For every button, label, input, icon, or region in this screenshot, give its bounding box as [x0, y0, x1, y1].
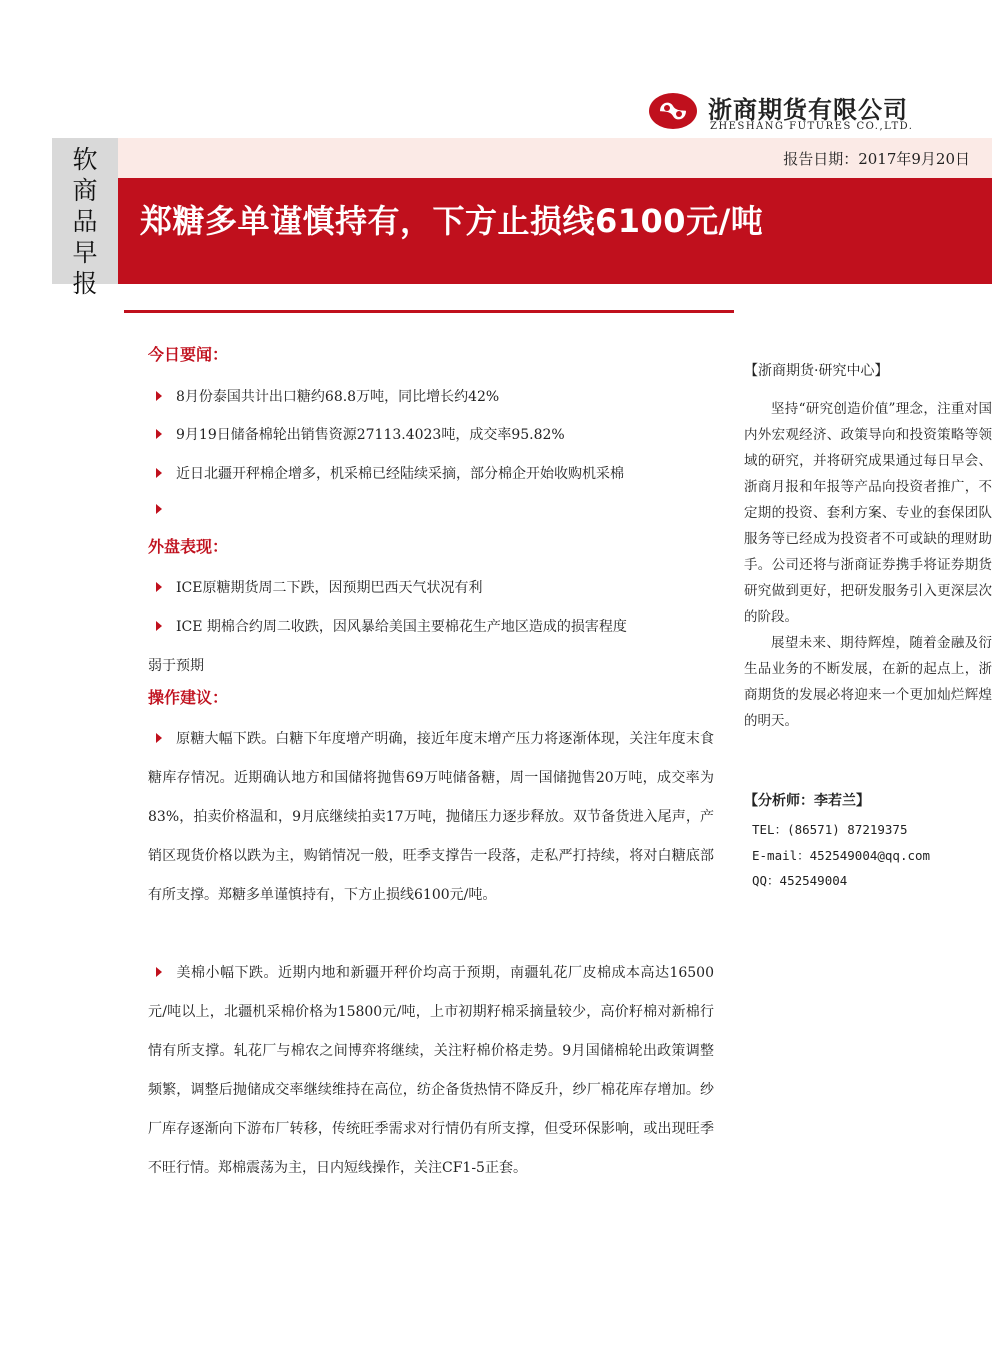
company-logo: [648, 88, 948, 138]
research-center-heading: 【浙商期货·研究中心】: [744, 363, 889, 379]
company-name-en: ZHESHANG FUTURES CO.,LTD.: [710, 121, 914, 132]
overseas-heading: 外盘表现：: [148, 537, 229, 556]
research-center-intro: [744, 396, 992, 734]
analyst-email: E-mail：452549004@qq.com: [752, 848, 931, 863]
cotton-advice-paragraph: 美棉小幅下跌。近期内地和新疆开秤价均高于预期，南疆轧花厂皮棉成本高达16500元/吨以上，北疆机采棉价格为15800元/吨，上市初期籽棉采摘量较少，高价籽棉对新棉行情有所支撑。轧花厂与棉农之间博弈将继续，关注籽棉价格走势。9月国储棉轮出政策调整频繁，调整后抛储成交率继续维持在高位，纺企备货热情不降反升，纱厂棉花库存增加。纱厂库存逐渐向下游布厂转移，传统旺季需求对行情仍有所支撑，但受环保影响，或出现旺季不旺行情。郑棉震荡为主，日内短线操作，关注CF1-5正套。: [148, 965, 714, 1176]
section-divider: [124, 310, 734, 313]
bullet-arrow-icon: [156, 733, 162, 743]
date-bar: [118, 138, 992, 178]
news-item: 近日北疆开秤棉企增多，机采棉已经陆续采摘，部分棉企开始收购机采棉: [148, 463, 624, 483]
report-date: 报告日期：2017年9月20日: [783, 150, 970, 168]
news-item: [148, 502, 176, 518]
overseas-item: ICE原糖期货周二下跌，因预期巴西天气状况有利: [148, 577, 482, 597]
advice-heading: 操作建议：: [148, 688, 229, 707]
overseas-item-continued: 弱于预期: [148, 658, 204, 674]
sugar-advice-paragraph: 原糖大幅下跌。白糖下年度增产明确，接近年度末增产压力将逐渐体现，关注年度末食糖库存情况。近期确认地方和国储将抛售69万吨储备糖，周一国储抛售20万吨，成交率为83%，拍卖价格温和，9月底继续拍卖17万吨，抛储压力逐步释放。双节备货进入尾声，产销区现货价格以跌为主，购销情况一般，旺季支撑告一段落，走私严打持续，将对白糖底部有所支撑。郑糖多单谨慎持有，下方止损线6100元/吨。: [148, 731, 714, 903]
analyst-qq: QQ：452549004: [752, 873, 848, 888]
title-banner: [118, 178, 992, 284]
bullet-arrow-icon: [156, 391, 162, 401]
report-type-tab: [52, 138, 118, 298]
news-heading: 今日要闻：: [148, 345, 229, 364]
report-type-label: 软 商 品 早 报: [72, 145, 98, 298]
outlook-paragraph: 展望未来、期待辉煌，随着金融及衍生品业务的不断发展，在新的起点上，浙商期货的发展必将迎来一个更加灿烂辉煌的明天。: [744, 635, 992, 729]
news-item: 8月份泰国共计出口糖约68.8万吨，同比增长约42%: [148, 386, 499, 406]
bullet-arrow-icon: [156, 468, 162, 478]
intro-paragraph: 坚持“研究创造价值”理念，注重对国内外宏观经济、政策导向和投资策略等领域的研究，并将研究成果通过每日早会、浙商月报和年报等产品向投资者推广，不定期的投资、套利方案、专业的套保团队服务等已经成为投资者不可或缺的理财助手。公司还将与浙商证券携手将证券期货研究做到更好，把研发服务引入更深层次的阶段。: [744, 401, 992, 625]
report-title: 郑糖多单谨慎持有，下方止损线6100元/吨: [140, 202, 764, 240]
bullet-arrow-icon: [156, 967, 162, 977]
analyst-phone: TEL：(86571) 87219375: [752, 822, 908, 837]
company-name-cn: 浙商期货有限公司: [708, 96, 908, 124]
logo-mark-icon: [648, 92, 698, 130]
overseas-item: ICE 期棉合约周二收跌，因风暴给美国主要棉花生产地区造成的损害程度: [148, 616, 627, 636]
news-item: 9月19日储备棉轮出销售资源27113.4023吨，成交率95.82%: [148, 424, 565, 444]
bullet-arrow-icon: [156, 621, 162, 631]
bullet-arrow-icon: [156, 429, 162, 439]
analyst-label: 【分析师：李若兰】: [744, 793, 870, 809]
bullet-arrow-icon: [156, 582, 162, 592]
bullet-arrow-icon: [156, 504, 162, 514]
